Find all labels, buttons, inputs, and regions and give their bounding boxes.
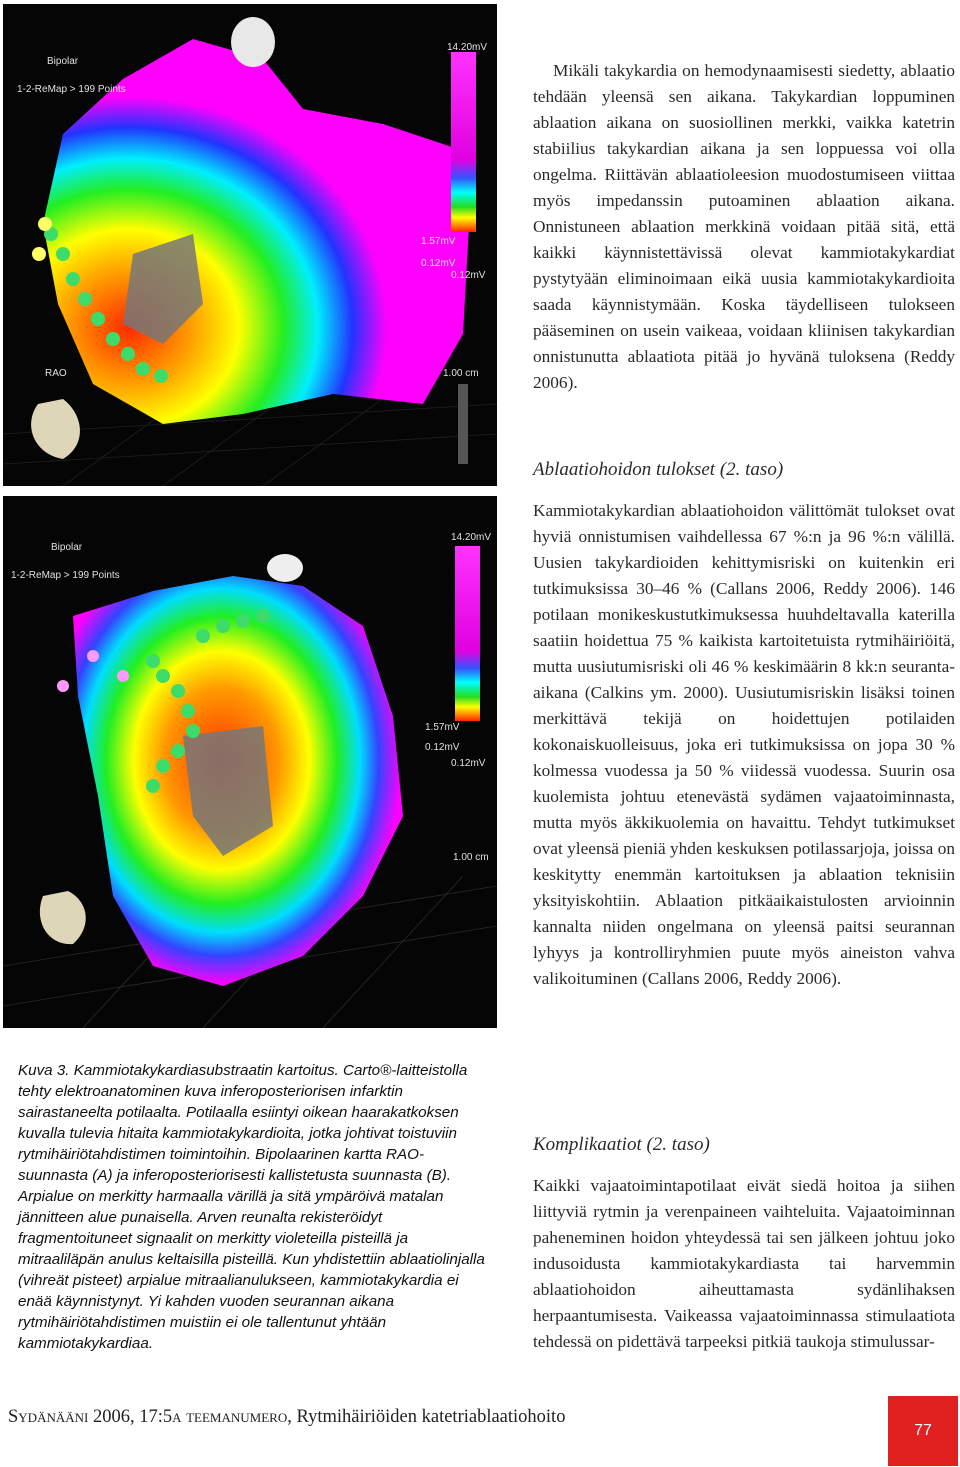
- voltage-color-bar: [455, 546, 480, 721]
- heading-ablation-results: Ablaatiohoidon tulokset (2. taso): [533, 459, 784, 480]
- map-a-view-label: RAO: [45, 368, 67, 379]
- body-column-results: [533, 498, 955, 992]
- map-b-scale-top: 14.20mV: [451, 532, 492, 543]
- orientation-head-icon: [267, 554, 303, 582]
- heading-complications: Komplikaatiot (2. taso): [533, 1134, 710, 1155]
- journal-name: Sydänääni 2006, 17:5a teemanumero: [8, 1407, 288, 1427]
- page-number: 77: [914, 1422, 932, 1439]
- footer-separator: ,: [287, 1407, 292, 1427]
- figure-caption: [18, 1060, 488, 1354]
- paragraph-complications: Kaikki vajaatoimintapotilaat eivät siedä hoitoa ja siihen liittyviä rytmin ja verenpaineen vaihteluita. Vajaatoiminnan paheneminen hoidon yhteydessä tai sen jälkeen johtuu joko indusoidusta kammiotakykardiasta tai harvemmin ablaatiohoidon aiheuttamasta sydänlihaksen herpaantumisesta. Vaikeassa vajaatoiminnassa stimulaatiota tehdessä on pidettävä tarpeeksi pitkiä taukoja stimulussar-: [533, 1176, 955, 1351]
- map-b-map-name-label: 1-2-ReMap > 199 Points: [11, 570, 120, 581]
- map-b-scale-mid: 1.57mV: [425, 722, 460, 733]
- paragraph-ablation-during-tachycardia: Mikäli takykardia on hemodynaamisesti siedetty, ablaatio tehdään yleensä sen aikana. Takykardian loppuminen ablaation aikana on suosiollinen merkki, vaikka katetrin stabiilius takykardian aikana ja sen loppuessa voi olla ongelma. Riittävän ablaatioleesion muodostumiseen viittaa myös impedanssin putoaminen ablaation aikana. Onnistuneen ablaation merkkinä voidaan pitää sitä, että kaikki käynnistettävissä olevat kammiotakykardiat pystytyään eliminoimaan eikä uusia kammiotakykardioita saada käynnistymään. Koska täydelliseen tulokseen pääseminen on usein vaikeaa, voidaan kliinisen takykardian onnistunutta ablaatiota pitää jo hyvänä tuloksena (Reddy 2006).: [533, 61, 955, 392]
- map-a-scale-low-b: 0.12mV: [451, 270, 486, 281]
- figure-caption-text: Kuva 3. Kammiotakykardiasubstraatin kartoitus. Carto®-laitteistolla tehty elektroanatominen kuva inferoposteriorisen infarktin sairastaneelta potilaalta. Potilaalla esiintyi oikean haarakatkoksen kuvalla tulevia hitaita kammiotakykardioita, jotka johtivat toistuviin rytmihäiriötahdistimen toimintoihin. Bipolaarinen kartta RAO-suunnasta (A) ja inferoposteriorisesti kallistetusta suunnasta (B). Arpialue on merkitty harmaalla värillä ja sitä ympäröivä matalan jännitteen alue punaisella. Arven reunalta rekisteröidyt fragmentoituneet signaalit on merkitty violeteilla pisteillä ja mitraaliläpän anulus keltaisilla pisteillä. Kun yhdistettiin ablaatiolinjalla (vihreät pisteet) arpialue mitraalianulukseen, kammiotakykardia ei enää käynnistynyt. Yi kahden vuoden seurannan aikana rytmihäiriötahdistimen muistiin ei ole tallentunut yhtään kammiotakykardiaa.: [18, 1062, 485, 1352]
- body-column-complications: [533, 1173, 955, 1355]
- figure-b-electroanatomic-map: [3, 496, 497, 1028]
- distance-scale-bar: [458, 384, 468, 464]
- orientation-head-icon: [231, 17, 275, 67]
- complications-heading-block: [533, 1132, 955, 1158]
- paragraph-ablation-results: Kammiotakykardian ablaatiohoidon välittömät tulokset ovat hyviä onnistumisen vaihdellessa 67 %:n ja 96 %:n välillä. Uusien takykardioiden kehittymisriski on kuitenkin eri tutkimuksissa 30–46 % (Callans 2006, Reddy 2006). 146 potilaan monikeskustutkimuksessa huuhdeltavalla katerilla saatiin hoidettua 75 % kaikista kartoitetuista rytmihäiriöitä, mutta uusiutumisriski oli 46 % keskimäärin 8 kk:n seuranta-aikana (Calkins ym. 2000). Uusiutumisriskin lisäksi toinen merkittävä tekijä on hoidettujen potilaiden kokonaiskuolleisuus, joka eri tutkimuksissa on jopa 30 % kolmessa vuodessa ja 50 % viidessä vuodessa. Suurin osa kuolemista johtuu etenevästä sydämen vajaatoiminnasta, mutta myös äkkikuolemia on havaittu. Tehdyt tutkimukset ovat yleensä pieniä yhden keskuksen potilassarjoja, joissa on keskitytty enemmän kartoituksen ja ablaation teknisiin yksityiskohtiin. Ablaation pitkäaikaistulosten arvioinnin kannalta niiden ongelmana on yleensä paitsi seurannan lyhyys ja kontrolliryhmien puute myös aineiston vahva valikoituminen (Callans 2006, Reddy 2006).: [533, 501, 955, 988]
- figure-a-electroanatomic-map: [3, 4, 497, 486]
- map-b-scale-distance: 1.00 cm: [453, 852, 489, 863]
- map-a-map-name-label: 1-2-ReMap > 199 Points: [17, 84, 126, 95]
- map-b-mode-label: Bipolar: [51, 542, 83, 553]
- map-a-scale-distance: 1.00 cm: [443, 368, 479, 379]
- map-a-scale-low-a: 0.12mV: [421, 258, 456, 269]
- heart-orientation-icon: [31, 399, 80, 459]
- results-heading-block: [533, 457, 955, 483]
- article-title: Rytmihäiriöiden katetriablaatiohoito: [296, 1407, 566, 1427]
- body-column-upper: [533, 58, 955, 396]
- page-footer: [8, 1407, 565, 1428]
- heart-orientation-icon: [40, 891, 86, 944]
- map-b-scale-low-b: 0.12mV: [451, 758, 486, 769]
- map-a-mode-label: Bipolar: [47, 56, 79, 67]
- voltage-color-bar: [451, 52, 476, 232]
- map-a-scale-mid: 1.57mV: [421, 236, 456, 247]
- map-b-scale-low-a: 0.12mV: [425, 742, 460, 753]
- map-a-scale-top: 14.20mV: [447, 42, 488, 53]
- map-surface: [43, 39, 473, 424]
- page-number-box: [888, 1396, 958, 1466]
